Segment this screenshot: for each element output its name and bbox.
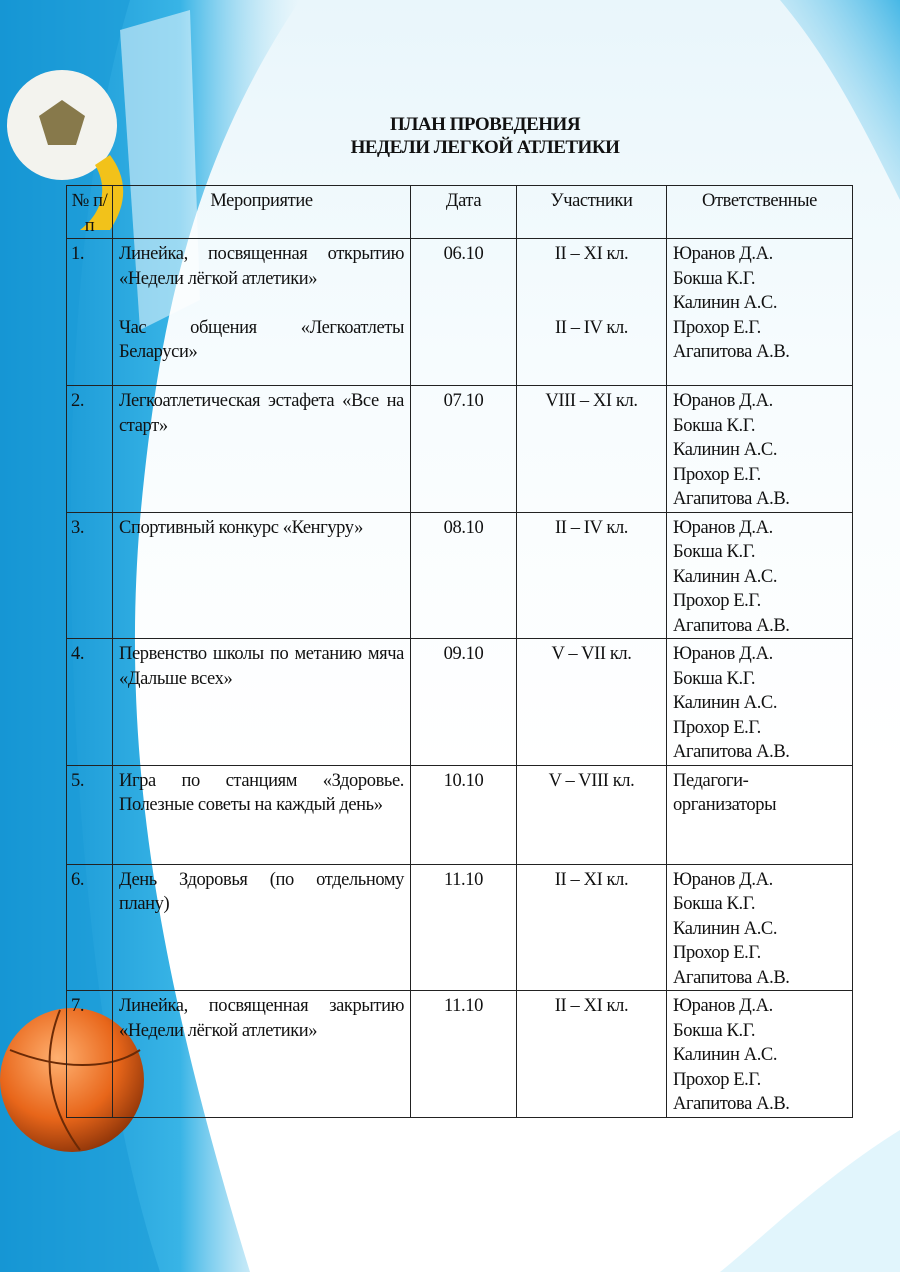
- responsible-cell: [667, 991, 853, 1118]
- responsible-cell: [667, 864, 853, 991]
- responsible-person: Агапитова А.В.: [673, 742, 790, 762]
- row-number: 4.: [67, 639, 113, 766]
- responsible-person: Агапитова А.В.: [673, 967, 790, 988]
- responsible-person: Юранов Д.А.: [673, 244, 773, 264]
- responsible-person: Бокша К.Г.: [673, 894, 756, 914]
- responsible-person: Прохор Е.Г.: [673, 464, 761, 485]
- responsible-person: Калинин А.С.: [673, 1045, 778, 1065]
- participants-cell: [517, 864, 667, 991]
- date-cell: 06.10: [411, 239, 517, 386]
- row-number: 1.: [67, 239, 113, 386]
- participants-text: II – IV кл.: [554, 517, 629, 538]
- participants-text: II – XI кл.: [554, 869, 629, 890]
- responsible-person: Бокша К.Г.: [673, 542, 756, 562]
- participants-text-2: II – IV кл.: [554, 317, 629, 338]
- responsible-person: Прохор Е.Г.: [673, 591, 761, 611]
- date-cell: 11.10: [411, 991, 517, 1118]
- responsible-person: Юранов Д.А.: [673, 996, 773, 1016]
- responsible-person: Юранов Д.А.: [673, 869, 773, 890]
- responsible-cell: [667, 639, 853, 766]
- participants-cell: [517, 239, 667, 386]
- participants-text: V – VII кл.: [551, 644, 632, 664]
- participants-text: II – XI кл.: [554, 244, 629, 264]
- responsible-person: Педагоги-: [673, 770, 749, 791]
- responsible-person: Юранов Д.А.: [673, 644, 773, 664]
- event-text: Игра по станциям «Здоровье. Полезные советы на каждый день»: [119, 770, 404, 815]
- table-row: [67, 239, 853, 386]
- responsible-person: Калинин А.С.: [673, 918, 778, 939]
- header-date: Дата: [411, 186, 517, 239]
- responsible-person: Калинин А.С.: [673, 566, 778, 587]
- responsible-cell: [667, 386, 853, 513]
- responsible-person: Агапитова А.В.: [673, 342, 790, 362]
- event-text: Легкоатлетическая эстафета «Все на старт»: [119, 391, 404, 436]
- event-text: День Здоровья (по отдельному плану): [119, 869, 404, 914]
- responsible-person: Юранов Д.А.: [673, 391, 773, 411]
- responsible-person: Юранов Д.А.: [673, 517, 773, 538]
- event-cell: [113, 239, 411, 386]
- responsible-cell: [667, 239, 853, 386]
- responsible-person: организаторы: [673, 795, 777, 815]
- event-text: Линейка, посвященная закрытию «Недели лёгкой атлетики»: [119, 996, 404, 1041]
- table-row: [67, 639, 853, 766]
- participants-text: VIII – XI кл.: [545, 391, 638, 411]
- table-row: [67, 512, 853, 639]
- table-row: [67, 765, 853, 864]
- participants-cell: [517, 512, 667, 639]
- table-row: [67, 864, 853, 991]
- participants-cell: [517, 991, 667, 1118]
- date-cell: 11.10: [411, 864, 517, 991]
- table-row: [67, 386, 853, 513]
- event-cell: [113, 765, 411, 864]
- date-cell: 09.10: [411, 639, 517, 766]
- events-table: [66, 185, 853, 1118]
- responsible-person: Прохор Е.Г.: [673, 943, 761, 963]
- event-text: Линейка, посвященная открытию «Недели лёгкой атлетики»: [119, 244, 404, 289]
- row-number: 3.: [67, 512, 113, 639]
- date-cell: 07.10: [411, 386, 517, 513]
- responsible-cell: [667, 512, 853, 639]
- row-number: 2.: [67, 386, 113, 513]
- title-line-2: НЕДЕЛИ ЛЕГКОЙ АТЛЕТИКИ: [350, 137, 620, 158]
- event-cell: [113, 639, 411, 766]
- table-row: [67, 991, 853, 1118]
- participants-cell: [517, 386, 667, 513]
- responsible-person: Калинин А.С.: [673, 440, 778, 460]
- event-cell: [113, 512, 411, 639]
- header-event: Мероприятие: [113, 186, 411, 239]
- responsible-person: Прохор Е.Г.: [673, 717, 761, 738]
- responsible-person: Калинин А.С.: [673, 293, 778, 313]
- responsible-person: Бокша К.Г.: [673, 668, 756, 689]
- responsible-person: Бокша К.Г.: [673, 268, 756, 289]
- responsible-person: Прохор Е.Г.: [673, 1069, 761, 1090]
- event-text: Первенство школы по метанию мяча «Дальше всех»: [119, 644, 404, 689]
- header-num: № п/п: [67, 186, 113, 239]
- participants-text: II – XI кл.: [554, 996, 629, 1016]
- participants-cell: [517, 765, 667, 864]
- event-cell: [113, 386, 411, 513]
- responsible-person: Бокша К.Г.: [673, 1020, 756, 1041]
- date-cell: 08.10: [411, 512, 517, 639]
- responsible-person: Бокша К.Г.: [673, 415, 756, 436]
- title-line-1: ПЛАН ПРОВЕДЕНИЯ: [389, 114, 581, 135]
- event-text-2: Час общения «Легкоатлеты Беларуси»: [119, 317, 404, 362]
- row-number: 5.: [67, 765, 113, 864]
- page-title: [300, 113, 670, 159]
- date-cell: 10.10: [411, 765, 517, 864]
- row-number: 7.: [67, 991, 113, 1118]
- event-text: Спортивный конкурс «Кенгуру»: [119, 517, 363, 538]
- event-cell: [113, 864, 411, 991]
- responsible-person: Агапитова А.В.: [673, 489, 790, 509]
- table-header-row: [67, 186, 853, 239]
- participants-text: V – VIII кл.: [548, 770, 635, 791]
- responsible-person: Агапитова А.В.: [673, 615, 790, 636]
- header-responsible: Ответственные: [667, 186, 853, 239]
- event-cell: [113, 991, 411, 1118]
- row-number: 6.: [67, 864, 113, 991]
- participants-cell: [517, 639, 667, 766]
- responsible-cell: [667, 765, 853, 864]
- responsible-person: Агапитова А.В.: [673, 1094, 790, 1114]
- header-participants: Участники: [517, 186, 667, 239]
- responsible-person: Прохор Е.Г.: [673, 317, 761, 338]
- responsible-person: Калинин А.С.: [673, 693, 778, 713]
